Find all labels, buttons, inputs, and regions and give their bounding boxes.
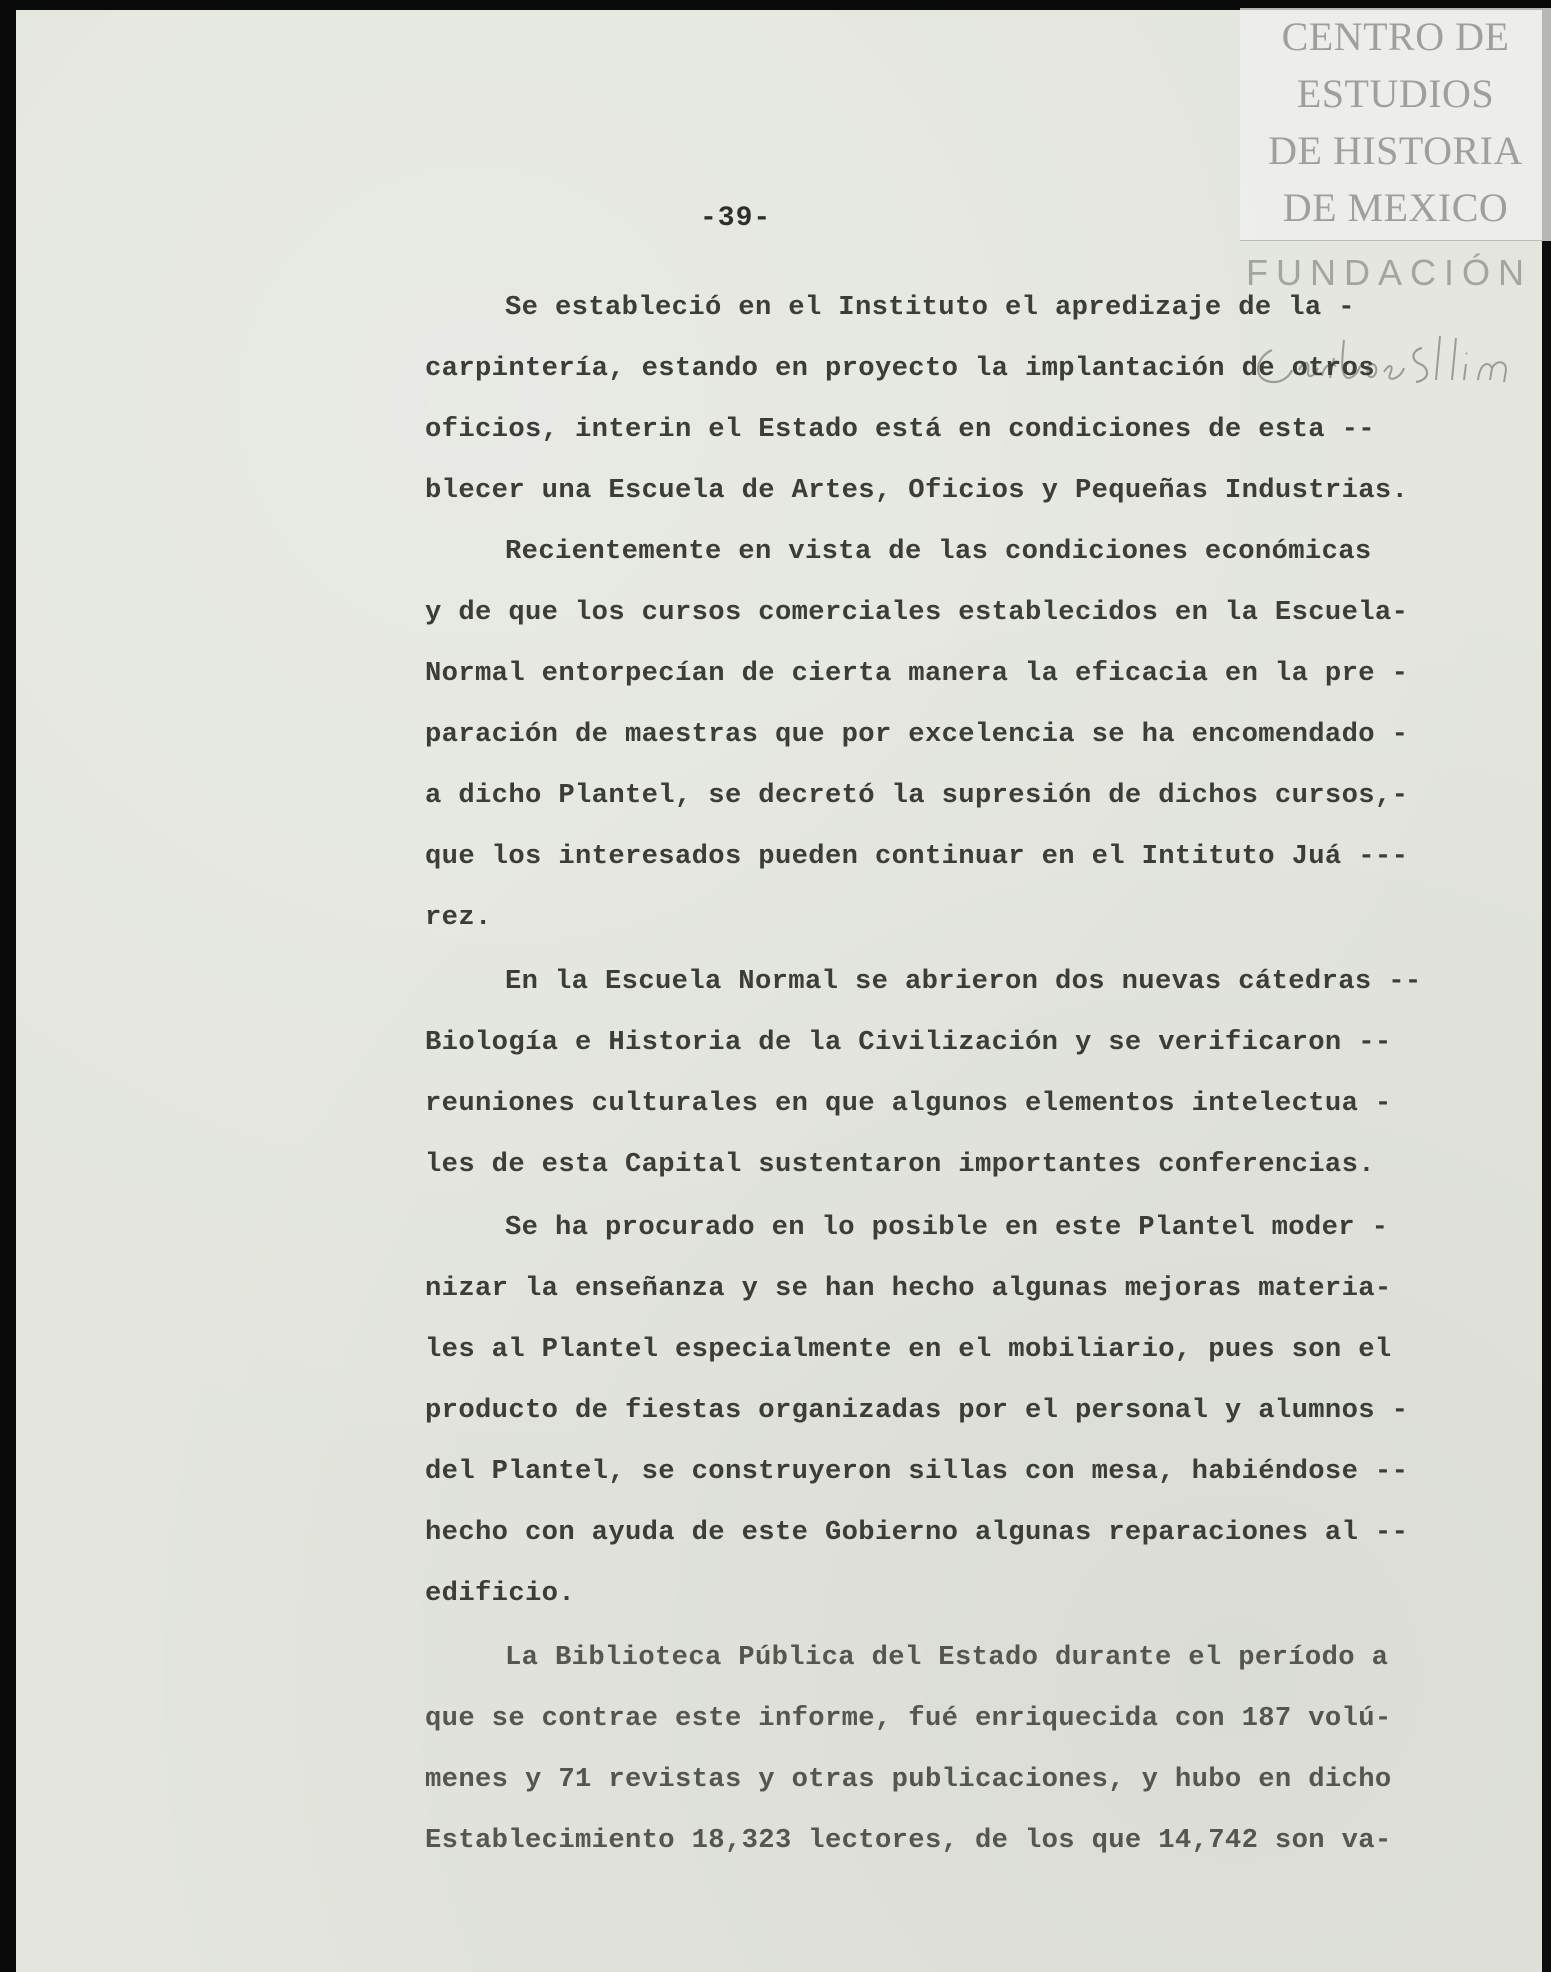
text-line-22: edificio. bbox=[425, 1578, 575, 1609]
text-line-21: hecho con ayuda de este Gobierno algunas reparaciones al -- bbox=[425, 1517, 1409, 1548]
text-line-20: del Plantel, se construyeron sillas con mesa, habiéndose -- bbox=[425, 1456, 1409, 1487]
watermark-line-3: DE HISTORIA bbox=[1268, 128, 1523, 173]
text-line-12: En la Escuela Normal se abrieron dos nuevas cátedras -- bbox=[505, 966, 1422, 997]
text-line-13: Biología e Historia de la Civilización y se verificaron -- bbox=[425, 1027, 1392, 1058]
text-line-19: producto de fiestas organizadas por el personal y alumnos - bbox=[425, 1395, 1409, 1426]
text-line-26: Establecimiento 18,323 lectores, de los que 14,742 son va- bbox=[425, 1825, 1392, 1856]
text-line-9: a dicho Plantel, se decretó la supresión de dichos cursos,- bbox=[425, 780, 1409, 811]
text-line-11: rez. bbox=[425, 902, 492, 933]
archive-watermark bbox=[1240, 8, 1551, 241]
text-line-14: reuniones culturales en que algunos elementos intelectua - bbox=[425, 1088, 1392, 1119]
text-line-18: les al Plantel especialmente en el mobiliario, pues son el bbox=[425, 1334, 1392, 1365]
watermark-line-2: ESTUDIOS bbox=[1296, 71, 1495, 116]
text-line-23: La Biblioteca Pública del Estado durante el período a bbox=[505, 1642, 1389, 1673]
text-line-15: les de esta Capital sustentaron importantes conferencias. bbox=[425, 1149, 1375, 1180]
text-line-16: Se ha procurado en lo posible en este Plantel moder - bbox=[505, 1212, 1389, 1243]
watermark-line-4: DE MEXICO bbox=[1282, 185, 1509, 230]
text-line-3: oficios, interin el Estado está en condiciones de esta -- bbox=[425, 414, 1375, 445]
page-number: -39- bbox=[700, 203, 772, 234]
text-line-4: blecer una Escuela de Artes, Oficios y Pequeñas Industrias. bbox=[425, 475, 1409, 506]
text-line-6: y de que los cursos comerciales establecidos en la Escuela- bbox=[425, 597, 1409, 628]
text-line-7: Normal entorpecían de cierta manera la eficacia en la pre - bbox=[425, 658, 1409, 689]
watermark-line-1: CENTRO DE bbox=[1281, 14, 1510, 59]
foundation-label: FUNDACIÓN bbox=[1246, 252, 1532, 293]
text-line-10: que los interesados pueden continuar en el Intituto Juá --- bbox=[425, 841, 1409, 872]
text-line-25: menes y 71 revistas y otras publicaciones, y hubo en dicho bbox=[425, 1764, 1392, 1795]
text-line-17: nizar la enseñanza y se han hecho algunas mejoras materia- bbox=[425, 1273, 1392, 1304]
text-line-2: carpintería, estando en proyecto la implantación de otros bbox=[425, 353, 1375, 384]
text-line-5: Recientemente en vista de las condiciones económicas bbox=[505, 536, 1372, 567]
scan-border-left bbox=[0, 0, 16, 1972]
text-line-8: paración de maestras que por excelencia se ha encomendado - bbox=[425, 719, 1409, 750]
text-line-1: Se estableció en el Instituto el apredizaje de la - bbox=[505, 292, 1355, 323]
text-line-24: que se contrae este informe, fué enriquecida con 187 volú- bbox=[425, 1703, 1392, 1734]
